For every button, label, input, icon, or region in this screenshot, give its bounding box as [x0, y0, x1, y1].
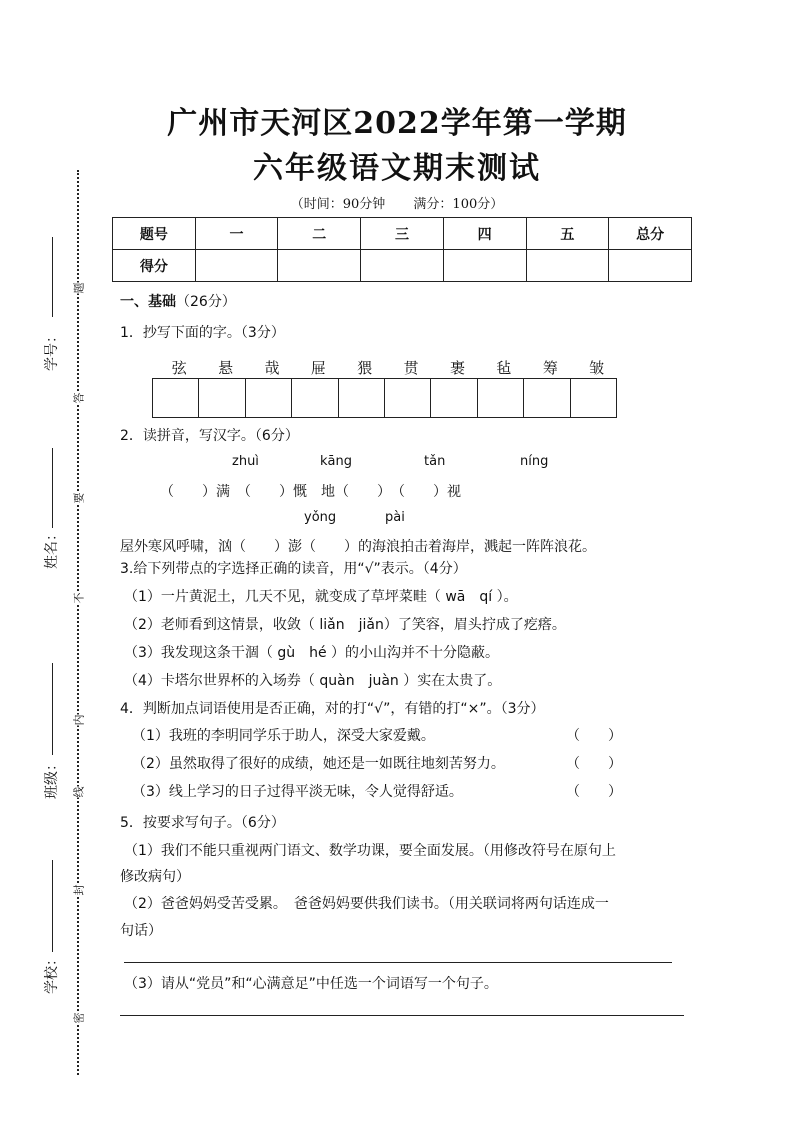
score-entry[interactable] — [443, 250, 526, 282]
q4-item: （1）我班的李明同学乐于助人，深受大家爱戴。 — [132, 728, 435, 744]
q1-prompt: 1．抄写下面的字。（3分） — [120, 325, 285, 341]
seal-char: 线 — [69, 787, 89, 798]
q2-line2: 屋外寒风呼啸，汹（ ）澎（ ）的海浪拍击着海岸，溅起一阵阵浪花。 — [120, 539, 596, 555]
q5-item2: （2）爸爸妈妈受苦受累。 爸爸妈妈要供我们读书。（用关联词将两句话连成一 — [124, 896, 609, 912]
pinyin: kāng — [320, 454, 352, 469]
copy-chars-row — [156, 357, 620, 378]
student-id-field[interactable] — [52, 237, 53, 317]
q5-item1: （1）我们不能只重视两门语文、数学功课，要全面发展。（用修改符号在原句上 — [124, 843, 616, 859]
binding-dotted-line — [77, 170, 79, 1075]
copy-char: 贯 — [403, 359, 419, 377]
seal-char: 不 — [69, 593, 89, 604]
writing-box[interactable] — [246, 379, 292, 417]
name-field[interactable] — [52, 448, 53, 528]
name-label: 姓名： — [44, 527, 60, 569]
pinyin: pài — [385, 510, 405, 525]
copy-char: 屉 — [310, 359, 326, 377]
writing-box[interactable] — [431, 379, 477, 417]
answer-line[interactable] — [124, 962, 672, 963]
q4-item: （3）线上学习的日子过得平淡无味，令人觉得舒适。 — [132, 784, 463, 800]
copy-char: 裹 — [450, 359, 466, 377]
exam-subtitle: 六年级语文期末测试 — [253, 151, 541, 186]
answer-bracket[interactable]: （ ） — [566, 784, 622, 800]
copy-char: 弦 — [171, 359, 187, 377]
pinyin: tǎn — [424, 454, 446, 469]
q3-item: （1）一片黄泥土，几天不见，就变成了草坪菜畦（ wā qí ）。 — [124, 589, 518, 605]
table-cell: 五 — [526, 218, 609, 250]
copy-char: 猥 — [357, 359, 373, 377]
score-entry[interactable] — [195, 250, 278, 282]
copy-char: 毡 — [496, 359, 512, 377]
class-label: 班级： — [44, 757, 60, 799]
q5-item1-cont: 修改病句） — [120, 869, 190, 885]
score-entry[interactable] — [278, 250, 361, 282]
seal-char: 答 — [69, 393, 89, 404]
writing-box[interactable] — [199, 379, 245, 417]
q3-item: （2）老师看到这情景，收敛（ liǎn jiǎn）了笑容，眉头拧成了疙瘩。 — [124, 617, 566, 633]
pinyin: zhuì — [232, 454, 259, 469]
section-heading — [120, 291, 236, 311]
q4-item: （2）虽然取得了很好的成绩，她还是一如既往地刻苦努力。 — [132, 756, 505, 772]
answer-line[interactable] — [120, 1015, 684, 1016]
section-title: 一、基础 — [120, 294, 176, 310]
seal-char: 密 — [69, 1013, 89, 1024]
pinyin: yǒng — [304, 510, 337, 525]
answer-bracket[interactable]: （ ） — [566, 728, 622, 744]
q5-item2-cont: 句话） — [120, 923, 162, 939]
pinyin: níng — [520, 454, 549, 469]
q2-prompt: 2．读拼音，写汉字。（6分） — [120, 428, 299, 444]
answer-bracket[interactable]: （ ） — [566, 756, 622, 772]
writing-box[interactable] — [292, 379, 338, 417]
table-cell: 四 — [443, 218, 526, 250]
writing-grid[interactable] — [152, 378, 617, 418]
exam-title: 广州市天河区2022学年第一学期 — [167, 106, 627, 141]
writing-box[interactable] — [524, 379, 570, 417]
section-points: （26分） — [176, 294, 236, 310]
seal-char: 题 — [69, 283, 89, 294]
q3-item: （3）我发现这条干涸（ gù hé ）的小山沟并不十分隐蔽。 — [124, 645, 500, 661]
writing-box[interactable] — [385, 379, 431, 417]
score-entry[interactable] — [526, 250, 609, 282]
class-field[interactable] — [52, 663, 53, 755]
table-cell: 题号 — [113, 218, 196, 250]
writing-box[interactable] — [571, 379, 616, 417]
time-info: （时间：90分钟 — [290, 197, 386, 212]
student-id-label: 学号： — [44, 329, 60, 371]
writing-box[interactable] — [153, 379, 199, 417]
score-entry[interactable] — [609, 250, 692, 282]
copy-char: 哉 — [264, 359, 280, 377]
copy-char: 皱 — [589, 359, 605, 377]
table-cell: 得分 — [113, 250, 196, 282]
writing-box[interactable] — [478, 379, 524, 417]
school-field[interactable] — [52, 860, 53, 952]
table-cell: 总分 — [609, 218, 692, 250]
school-label: 学校： — [44, 952, 60, 994]
table-cell: 二 — [278, 218, 361, 250]
q3-item: （4）卡塔尔世界杯的入场券（ quàn juàn ）实在太贵了。 — [124, 673, 502, 689]
q2-line1: （ ）满 （ ）慨 地（ ） （ ）视 — [160, 484, 461, 500]
full-score-info: 满分：100分） — [413, 197, 504, 212]
seal-char: 内 — [69, 715, 89, 726]
copy-char: 悬 — [218, 359, 234, 377]
q5-prompt: 5．按要求写句子。（6分） — [120, 815, 285, 831]
q4-prompt: 4．判断加点词语使用是否正确，对的打“√”，有错的打“×”。（3分） — [120, 701, 545, 717]
writing-box[interactable] — [339, 379, 385, 417]
seal-char: 要 — [69, 493, 89, 504]
score-table — [112, 217, 692, 282]
score-entry[interactable] — [361, 250, 444, 282]
exam-meta — [0, 193, 794, 212]
table-cell: 三 — [361, 218, 444, 250]
table-row — [113, 250, 692, 282]
copy-char: 筹 — [542, 359, 558, 377]
table-cell: 一 — [195, 218, 278, 250]
q3-prompt: 3.给下列带点的字选择正确的读音，用“√”表示。（4分） — [120, 561, 467, 577]
q5-item3: （3）请从“党员”和“心满意足”中任选一个词语写一个句子。 — [124, 976, 498, 992]
seal-char: 封 — [69, 885, 89, 896]
table-row — [113, 218, 692, 250]
